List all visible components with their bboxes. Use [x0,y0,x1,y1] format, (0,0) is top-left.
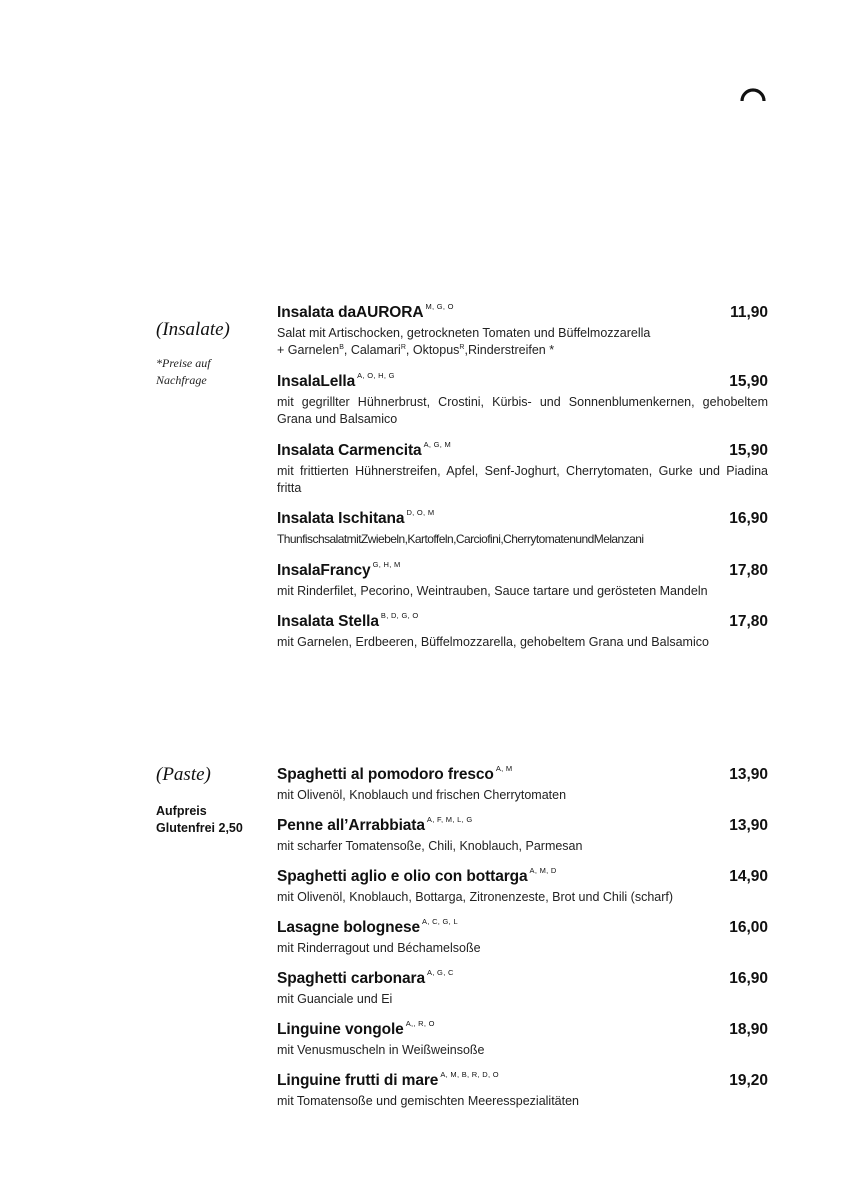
item-price: 16,00 [729,919,768,936]
item-price: 13,90 [729,817,768,834]
item-price: 16,90 [729,970,768,987]
allergen-codes: A,, R, O [405,1019,435,1028]
section-title-paste: (Paste) [156,764,211,785]
item-name: Spaghetti aglio e olio con bottarga $^{A, M, D}$ [277,866,557,885]
item-price: 11,90 [730,304,768,321]
item-name: Penne all’Arrabbiata $^{A, F, M, L, G}$ [277,815,473,834]
item-price: 19,20 [729,1072,768,1089]
allergen-codes: M, G, O [425,302,454,311]
item-description: mit Olivenöl, Knoblauch, Bottarga, Zitronenzeste, Brot und Chili (scharf) [277,890,674,904]
item-name: Insalata daAURORA $^{M, G, O}$ [277,302,454,321]
allergen-codes: B, D, G, O [380,611,419,620]
item-price: 15,90 [729,373,768,390]
allergen-codes: A, G, M [423,440,452,449]
item-description: mit gegrillter Hühnerbrust, Crostini, Kürbis- und Sonnenblumenkernen, gehobeltem Grana und Balsamico [277,395,768,426]
menu-item [277,817,768,868]
menu-item [277,919,768,970]
allergen-codes: A, G, C [426,968,454,977]
item-price: 14,90 [729,868,768,885]
menu-item [277,442,768,510]
item-description: mit frittierten Hühnerstreifen, Apfel, Senf-Joghurt, Cherrytomaten, Gurke und Piadina fritta [277,464,768,495]
item-name: Linguine vongole $^{A,, R, O}$ [277,1019,435,1038]
menu-item [277,613,768,664]
menu-item [277,562,768,613]
item-description: mit Rinderfilet, Pecorino, Weintrauben, Sauce tartare und gerösteten Mandeln [277,584,708,598]
section-title-insalate: (Insalate) [156,319,230,340]
item-name: Spaghetti al pomodoro fresco $^{A, M}$ [277,764,513,783]
allergen-codes: D, O, M [406,508,435,517]
item-description: mit Tomatensoße und gemischten Meeresspezialitäten [277,1094,580,1108]
allergen-codes: A, O, H, G [357,371,395,380]
menu-item [277,970,768,1021]
item-description: mit Rinderragout und Béchamelsoße [277,941,481,955]
item-description: mit Garnelen, Erdbeeren, Büffelmozzarella, gehobeltem Grana und Balsamico [277,635,709,649]
menu-item [277,766,768,817]
menu-item [277,1072,768,1123]
allergen-codes: G, H, M [372,560,401,569]
paste-list [277,766,768,1123]
allergen-codes: A, M [495,764,513,773]
item-name: Insalata Ischitana $^{D, O, M}$ [277,508,435,527]
item-addons: + Garnelen$^B$, Calamari$^R$, Oktopus$^R$,Rinderstreifen * [277,343,555,357]
item-name: Linguine frutti di mare $^{A, M, B, R, D, O}$ [277,1070,499,1089]
item-price: 18,90 [729,1021,768,1038]
menu-item [277,304,768,373]
menu-item [277,868,768,919]
allergen-codes: A, F, M, L, G [426,815,473,824]
section-note-paste: Aufpreis Glutenfrei 2,50 [156,804,243,835]
menu-item [277,1021,768,1072]
item-description: ThunfischsalatmitZwiebeln,Kartoffeln,Carciofini,CherrytomatenundMelanzani [277,532,644,546]
item-name: Insalata Stella $^{B, D, G, O}$ [277,611,419,630]
arc-logo-icon [739,80,767,102]
item-name: Lasagne bolognese $^{A, C, G, L}$ [277,917,458,936]
item-description: mit Olivenöl, Knoblauch und frischen Cherrytomaten [277,788,567,802]
item-price: 17,80 [729,562,768,579]
item-description: mit Guanciale und Ei [277,992,393,1006]
item-name: InsalaFrancy $^{G, H, M}$ [277,560,401,579]
item-description: mit scharfer Tomatensoße, Chili, Knoblauch, Parmesan [277,839,583,853]
item-price: 17,80 [729,613,768,630]
item-name: Spaghetti carbonara $^{A, G, C}$ [277,968,454,987]
menu-item [277,510,768,562]
insalate-list [277,304,768,664]
item-description: Salat mit Artischocken, getrockneten Tomaten und Büffelmozzarella + Garnelen$^B$, Calamari$^R$, Oktopus$^R$,Rinderstreifen * [277,325,768,359]
item-name: Insalata Carmencita $^{A, G, M}$ [277,440,452,459]
item-description: mit Venusmuscheln in Weißweinsoße [277,1043,485,1057]
allergen-codes: A, C, G, L [422,917,458,926]
item-price: 15,90 [729,442,768,459]
item-name: InsalaLella $^{A, O, H, G}$ [277,371,395,390]
allergen-codes: A, M, B, R, D, O [440,1070,499,1079]
item-price: 16,90 [729,510,768,527]
item-price: 13,90 [729,766,768,783]
section-note-insalate: *Preise auf Nachfrage [156,356,211,387]
menu-item [277,373,768,442]
allergen-codes: A, M, D [529,866,557,875]
